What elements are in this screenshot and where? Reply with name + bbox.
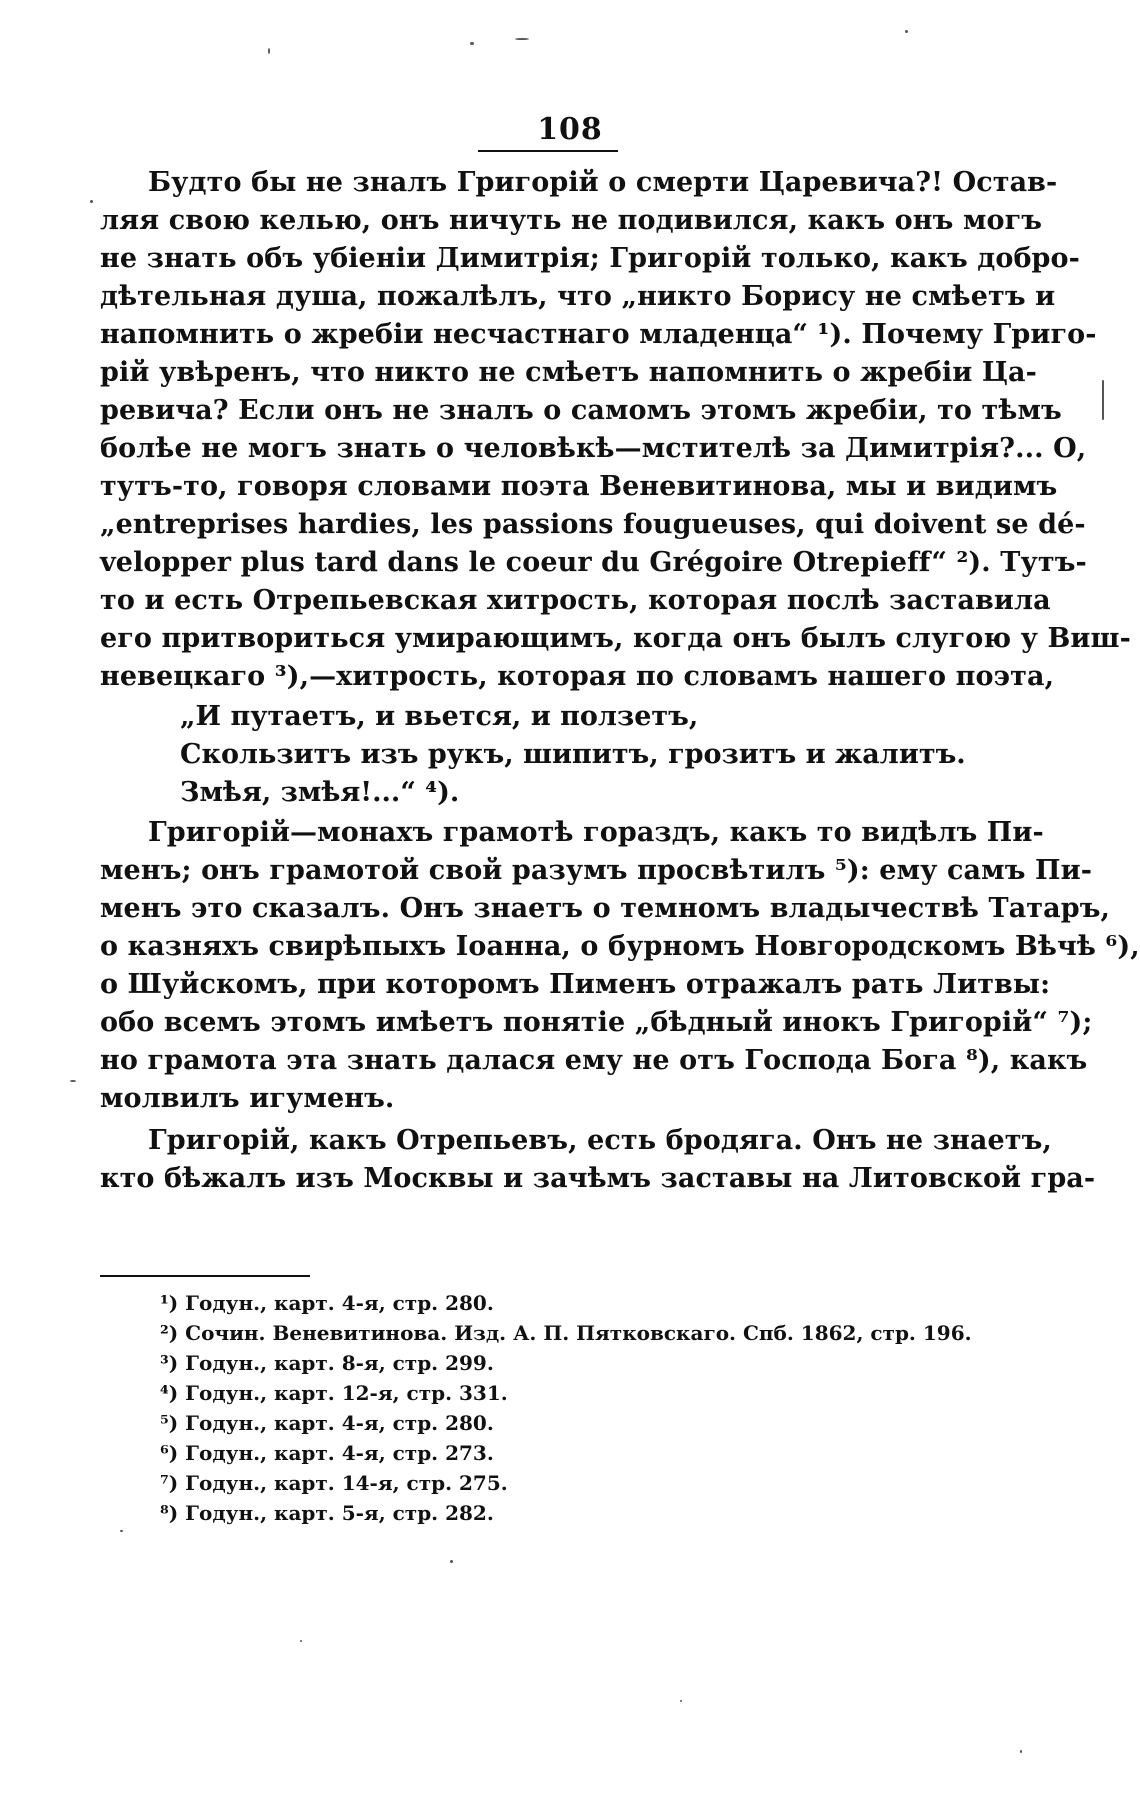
footnote: ⁶) Годун., карт. 4-я, стр. 273. [160,1441,494,1465]
body-line: кто бѣжалъ изъ Москвы и зачѣмъ заставы на Литовской гра- [100,1163,1096,1194]
footnote: ¹) Годун., карт. 4-я, стр. 280. [160,1291,494,1315]
body-line: дѣтельная душа, пожалѣлъ, что „никто Борису не смѣетъ и [100,281,1056,312]
scan-speck [1102,380,1104,420]
verse-line: „И путаетъ, и вьется, и ползетъ, [180,701,699,732]
page-number: 108 [537,112,603,147]
body-line: то и есть Отрепьевская хитрость, которая послѣ заставила [100,585,1051,616]
body-line: менъ; онъ грамотой свой разумъ просвѣтилъ ⁵): ему самъ Пи- [100,855,1093,886]
body-line: Будто бы не зналъ Григорій о смерти Царевича?! Остав- [148,167,1058,198]
body-line: о казняхъ свирѣпыхъ Іоанна, о бурномъ Новгородскомъ Вѣчѣ ⁶), [100,931,1140,962]
body-line: невецкаго ³),—хитрость, которая по словамъ нашего поэта, [100,661,1055,692]
body-line: Григорій—монахъ грамотѣ гораздъ, какъ то видѣлъ Пи- [148,817,1044,848]
body-line: ляя свою келью, онъ ничуть не подивился, какъ онъ могъ [100,205,1043,236]
body-line: но грамота эта знать далася ему не отъ Господа Бога ⁸), какъ [100,1045,1088,1076]
footnote: ⁴) Годун., карт. 12-я, стр. 331. [160,1381,508,1405]
body-line: Григорій, какъ Отрепьевъ, есть бродяга. Онъ не знаетъ, [148,1125,1052,1156]
scan-speck [1020,1750,1022,1753]
scan-speck [90,200,93,203]
body-line: тутъ-то, говоря словами поэта Веневитинова, мы и видимъ [100,471,1058,502]
body-line: его притвориться умирающимъ, когда онъ былъ слугою у Виш- [100,623,1131,654]
scan-speck [120,1530,123,1532]
footnote: ⁸) Годун., карт. 5-я, стр. 282. [160,1501,494,1525]
body-line: рій увѣренъ, что никто не смѣетъ напомнить о жребіи Ца- [100,357,1037,388]
verse-line: Скользитъ изъ рукъ, шипитъ, грозитъ и жалитъ. [180,739,966,770]
body-line: обо всемъ этомъ имѣетъ понятіе „бѣдный инокъ Григорій“ ⁷); [100,1007,1093,1038]
scan-speck [268,48,270,54]
scan-speck [470,42,474,45]
body-line: напомнить о жребіи несчастнаго младенца“ ¹). Почему Григо- [100,319,1097,350]
footnote: ⁷) Годун., карт. 14-я, стр. 275. [160,1471,508,1495]
verse-line: Змѣя, змѣя!...“ ⁴). [180,777,460,808]
scan-speck [680,1700,682,1702]
body-line: о Шуйскомъ, при которомъ Пименъ отражалъ рать Литвы: [100,969,1051,1000]
body-line: ревича? Если онъ не зналъ о самомъ этомъ жребіи, то тѣмъ [100,395,1062,426]
footnote: ²) Сочин. Веневитинова. Изд. А. П. Пятковскаго. Спб. 1862, стр. 196. [160,1321,972,1345]
body-line: „entreprises hardies, les passions fougueuses, qui doivent se dé- [100,509,1086,540]
body-line: болѣе не могъ знать о человѣкѣ—мстителѣ за Димитрія?... О, [100,433,1087,464]
scan-speck [515,38,529,40]
body-line: молвилъ игуменъ. [100,1083,395,1114]
body-line: менъ это сказалъ. Онъ знаетъ о темномъ владычествѣ Татаръ, [100,893,1111,924]
scan-speck [300,1640,302,1642]
scan-speck [905,30,908,33]
footnote-separator [100,1275,310,1277]
page-number-rule [478,150,618,152]
scan-speck [450,1560,453,1563]
footnote: ⁵) Годун., карт. 4-я, стр. 280. [160,1411,494,1435]
body-line: velopper plus tard dans le coeur du Grégoire Otrepieff“ ²). Тутъ- [100,547,1087,578]
footnote: ³) Годун., карт. 8-я, стр. 299. [160,1351,494,1375]
scan-speck [70,1080,76,1082]
body-line: не знать объ убіеніи Димитрія; Григорій только, какъ добро- [100,243,1080,274]
